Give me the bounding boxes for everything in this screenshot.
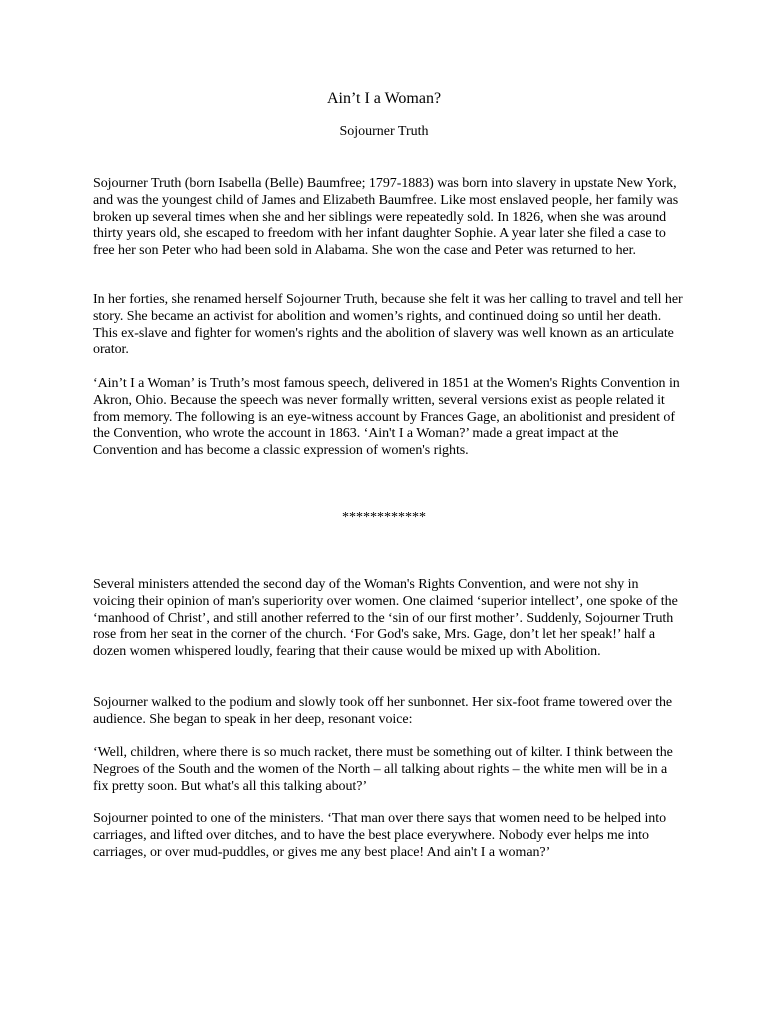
story-paragraph: Sojourner pointed to one of the ministers. ‘That man over there says that women need to be helped into carriages, and lifted over ditches, and to have the best place everywhere. Nobody ever helps me into carriages, or over mud-puddles, or gives me any best place! And ain't I a woman?’ bbox=[93, 811, 667, 860]
section-separator: ************ bbox=[342, 510, 426, 525]
intro-paragraph: In her forties, she renamed herself Sojourner Truth, because she felt it was her calling to travel and tell her story. She became an activist for abolition and women’s rights, and continued doing so until her death. This ex-slave and fighter for women's rights and the abolition of slavery was well known as an articulate orator. bbox=[93, 292, 683, 358]
document-author: Sojourner Truth bbox=[339, 124, 429, 139]
document-title: Ain’t I a Woman? bbox=[326, 90, 442, 107]
story-paragraph: Sojourner walked to the podium and slowly took off her sunbonnet. Her six-foot frame towered over the audience. She began to speak in her deep, resonant voice: bbox=[93, 695, 673, 727]
story-paragraph: ‘Well, children, where there is so much racket, there must be something out of kilter. I think between the Negroes of the South and the women of the North – all talking about rights – the white men will be in a fix pretty soon. But what's all this talking about?’ bbox=[93, 745, 673, 794]
intro-paragraph: ‘Ain’t I a Woman’ is Truth’s most famous speech, delivered in 1851 at the Women's Rights Convention in Akron, Ohio. Because the speech was never formally written, several versions exist as people related it from memory. The following is an eye-witness account by Frances Gage, an abolitionist and president of the Convention, who wrote the account in 1863. ‘Ain't I a Woman?’ made a great impact at the Convention and has become a classic expression of women's rights. bbox=[93, 376, 680, 459]
story-paragraph: Several ministers attended the second day of the Woman's Rights Convention, and were not shy in voicing their opinion of man's superiority over women. One claimed ‘superior intellect’, one spoke of the ‘manhood of Christ’, and still another referred to the ‘sin of our first mother’. Suddenly, Sojourner Truth rose from her seat in the corner of the church. ‘For God's sake, Mrs. Gage, don’t let her speak!’ half a dozen women whispered loudly, fearing that their cause would be mixed up with Abolition. bbox=[93, 577, 678, 660]
intro-paragraph: Sojourner Truth (born Isabella (Belle) Baumfree; 1797-1883) was born into slavery in upstate New York, and was the youngest child of James and Elizabeth Baumfree. Like most enslaved people, her family was broken up several times when she and her siblings were repeatedly sold. In 1826, when she was around thirty years old, she escaped to freedom with her infant daughter Sophie. A year later she filed a case to free her son Peter who had been sold in Alabama. She won the case and Peter was returned to her. bbox=[93, 176, 679, 259]
